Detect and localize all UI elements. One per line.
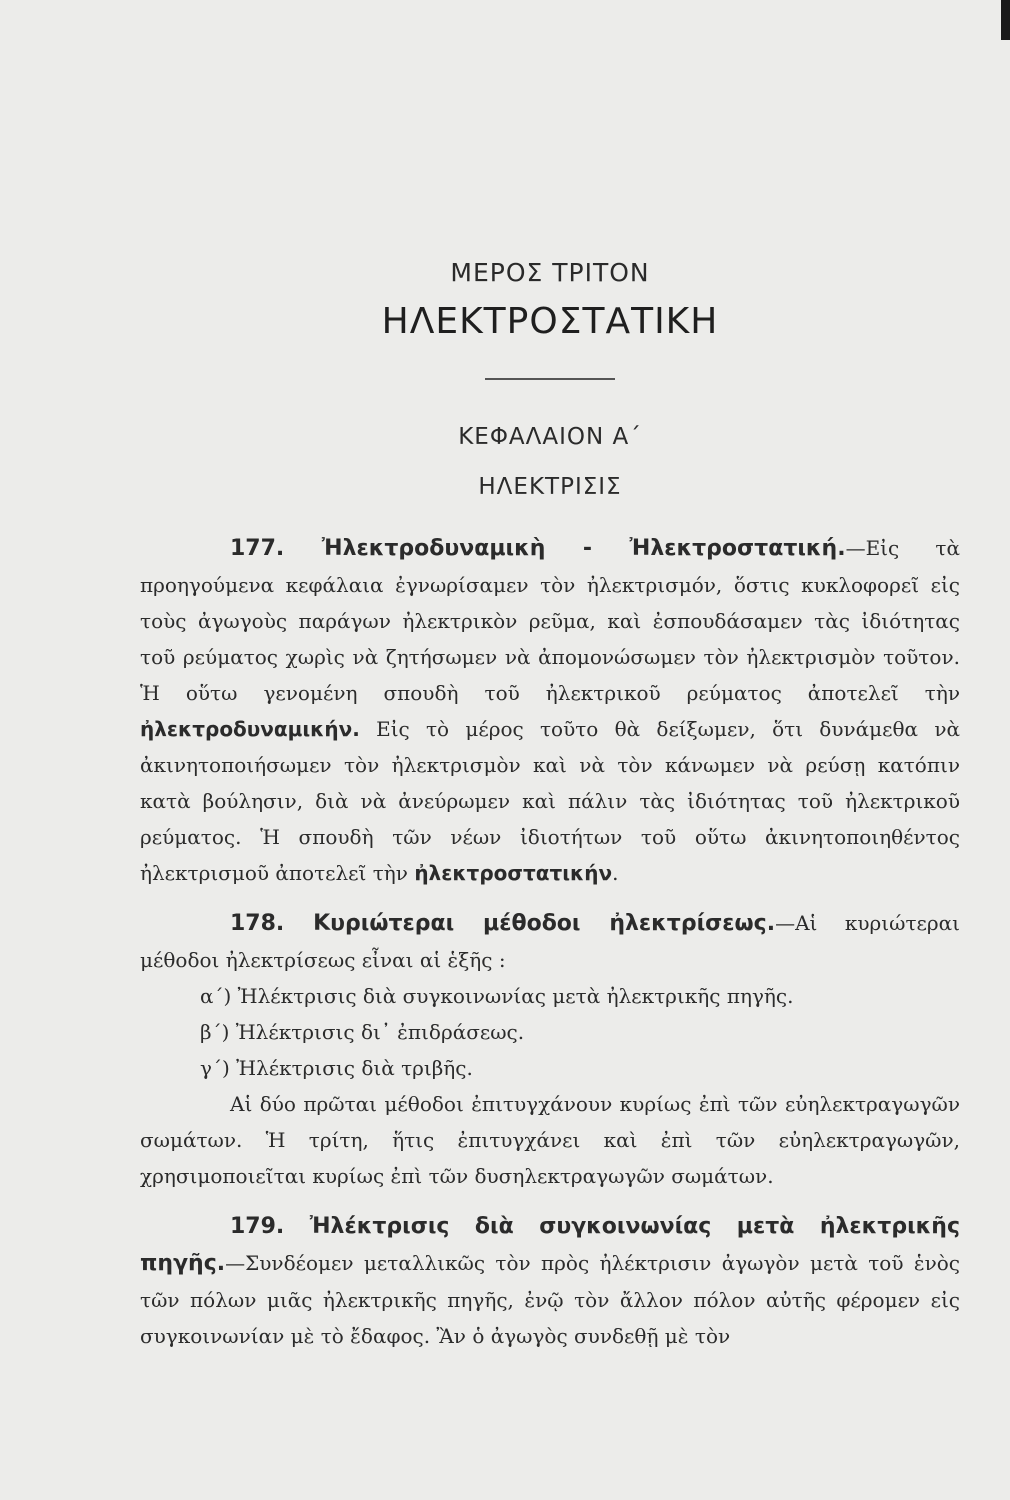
section-178 <box>140 905 960 1194</box>
section-178-heading: 178. Κυριώτεραι μέθοδοι ἠλεκτρίσεως. <box>230 911 776 936</box>
list-item: β΄) Ἠλέκτρισις δι᾿ ἐπιδράσεως. <box>200 1020 525 1044</box>
section-177-text-c: . <box>612 861 619 885</box>
list-item: γ΄) Ἠλέκτρισις διὰ τριβῆς. <box>200 1056 473 1080</box>
list-item: α΄) Ἠλέκτρισις διὰ συγκοινωνίας μετὰ ἠλεκτρικῆς πηγῆς. <box>200 984 794 1008</box>
section-177-text-a: —Εἰς τὰ προηγούμενα κεφάλαια ἐγνωρίσαμεν τὸν ἠλεκτρισμόν, ὅστις κυκλοφορεῖ εἰς τοὺς ἀγωγοὺς παράγων ἠλεκτρικὸν ρεῦμα, καὶ ἐσπουδάσαμεν τὰς ἰδιότητας τοῦ ρεύματος χωρὶς νὰ ζητήσωμεν νὰ ἀπομονώσωμεν τὸν ἠλεκτρισμὸν τοῦτον. Ἡ οὕτω γενομένη σπουδὴ τοῦ ἠλεκτρικοῦ ρεύματος ἀποτελεῖ τὴν <box>140 536 960 705</box>
chapter-title: ΚΕΦΑΛΑΙΟΝ Α΄ <box>458 424 642 450</box>
term-electrostatics: ἠλεκτροστατικήν <box>414 861 613 885</box>
section-179 <box>140 1208 960 1354</box>
chapter-subtitle: ΗΛΕΚΤΡΙΣΙΣ <box>478 474 622 500</box>
section-179-paragraph <box>140 1208 960 1354</box>
section-178-closing: Αἱ δύο πρῶται μέθοδοι ἐπιτυγχάνουν κυρίως ἐπὶ τῶν εὐηλεκτραγωγῶν σωμάτων. Ἡ τρίτη, ἥτις ἐπιτυγχάνει καὶ ἐπὶ τῶν εὐηλεκτραγωγῶν, χρησιμοποιεῖται κυρίως ἐπὶ τῶν δυσηλεκτραγωγῶν σωμάτων. <box>140 1092 960 1188</box>
title-divider <box>485 378 615 380</box>
section-179-text: —Συνδέομεν μεταλλικῶς τὸν πρὸς ἠλέκτρισιν ἀγωγὸν μετὰ τοῦ ἑνὸς τῶν πόλων μιᾶς ἠλεκτρικῆς πηγῆς, ἐνῷ τὸν ἄλλον πόλον αὐτῆς φέρομεν εἰς συγκοινωνίαν μὲ τὸ ἔδαφος. Ἂν ὁ ἀγωγὸς συνδεθῇ μὲ τὸν <box>140 1251 960 1348</box>
part-title: ΜΕΡΟΣ ΤΡΙΤΟΝ <box>450 258 650 287</box>
main-title: ΗΛΕΚΤΡΟΣΤΑΤΙΚΗ <box>381 301 719 342</box>
section-177-text-b: Εἰς τὸ μέρος τοῦτο θὰ δείξωμεν, ὅτι δυνάμεθα νὰ ἀκινητοποιήσωμεν τὸν ἠλεκτρισμὸν καὶ νὰ τὸν κάνωμεν νὰ ρεύσῃ κατόπιν κατὰ βούλησιν, διὰ νὰ ἀνεύρωμεν καὶ πάλιν τὰς ἰδιότητας τοῦ ἠλεκτρικοῦ ρεύματος. Ἡ σπουδὴ τῶν νέων ἰδιοτήτων τοῦ οὕτω ἀκινητοποιηθέντος ἠλεκτρισμοῦ ἀποτελεῖ τὴν <box>140 717 960 885</box>
section-178-intro: —Αἱ κυριώτεραι μέθοδοι ἠλεκτρίσεως εἶναι αἱ ἑξῆς : <box>140 911 960 972</box>
book-page <box>140 0 960 1500</box>
term-electrodynamics: ἠλεκτροδυναμικήν. <box>140 717 360 741</box>
section-178-paragraph <box>140 905 960 978</box>
section-179-heading: 179. Ἠλέκτρισις διὰ συγκοινωνίας μετὰ ἠλεκτρικῆς πηγῆς. <box>140 1214 960 1276</box>
page-edge-shadow <box>1001 0 1010 40</box>
section-177-heading: 177. Ἠλεκτροδυναμικὴ - Ἠλεκτροστατική. <box>230 536 846 561</box>
section-177-paragraph <box>140 530 960 891</box>
section-177 <box>140 530 960 891</box>
